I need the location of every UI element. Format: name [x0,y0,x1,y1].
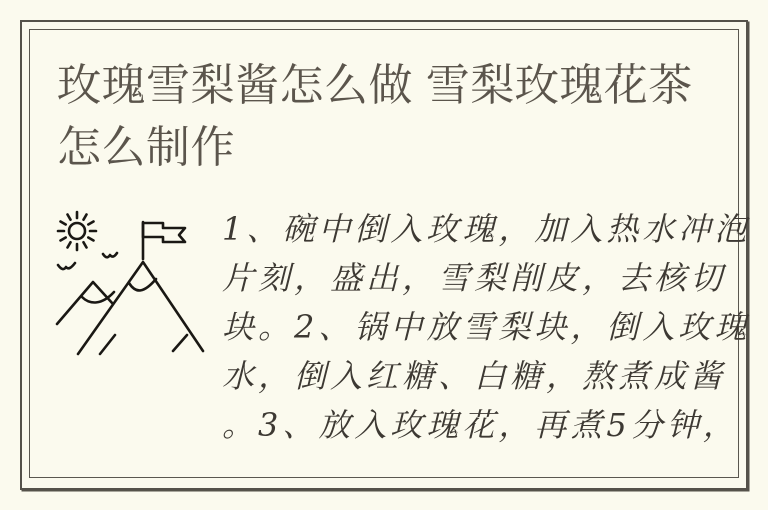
title-line-2: 怎么制作 [57,123,235,172]
large-mountain [78,262,203,354]
body-text-line: 1、碗中倒入玫瑰，加入热水冲泡 [222,210,751,248]
mountains-illustration [38,193,228,368]
recipe-steps-text [222,205,751,450]
sun-icon [58,212,96,250]
title-line-1: 玫瑰雪梨酱怎么做 雪梨玫瑰花茶 [57,61,693,110]
body-text-line: 。3、放入玫瑰花，再煮5分钟， [222,406,739,444]
bird-icon [58,263,75,269]
body-text-line: 块。2、锅中放雪梨块，倒入玫瑰 [222,308,751,346]
body-text-line: 片刻，盛出，雪梨削皮，去核切 [222,259,727,297]
flag-icon [143,222,185,259]
bird-icon [103,253,117,257]
mountains-illustration-svg [38,193,228,368]
hatch-mark [173,335,187,351]
hatch-mark [100,335,115,354]
article-title [57,55,717,179]
large-mountain-snow-line [129,279,156,290]
body-text-line: 水，倒入红糖、白糖，熬煮成酱 [222,357,727,395]
